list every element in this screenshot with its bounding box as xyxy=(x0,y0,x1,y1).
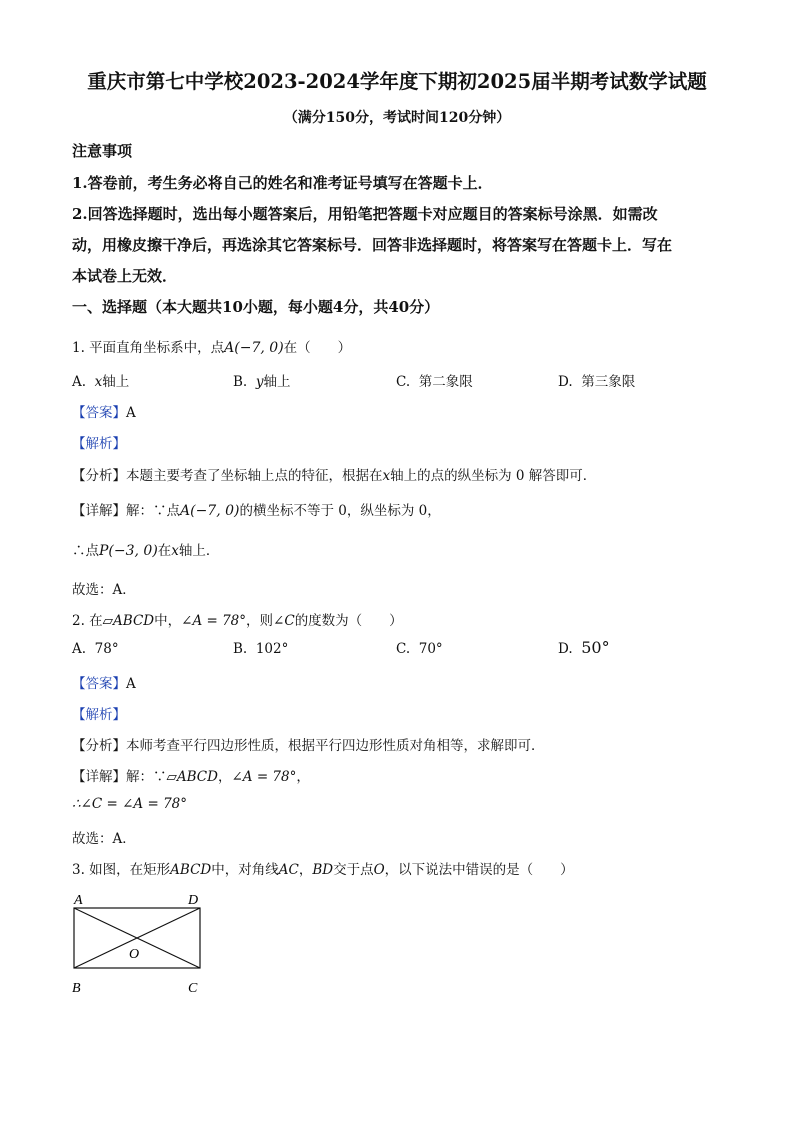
q3-bd: BD xyxy=(312,862,334,878)
q2-prefix: 2. 在 xyxy=(72,613,103,629)
conclude-text-c: 轴上． xyxy=(178,543,220,559)
notes-item-1: 1.答卷前，考生务必将自己的姓名和准考证号填写在答题卡上． xyxy=(72,174,493,192)
q3-shape: ABCD xyxy=(170,862,212,878)
q3-ac: AC xyxy=(278,862,299,878)
q2-suffix-b: 的度数为（ ） xyxy=(294,613,403,629)
q2-detail xyxy=(72,765,310,785)
option-text: 轴上 xyxy=(263,374,291,390)
label-b: B xyxy=(72,981,81,996)
q1-option-c xyxy=(396,370,473,390)
q1-suffix: 在（ ） xyxy=(283,340,352,356)
q2-option-d xyxy=(558,638,610,657)
label-c: C xyxy=(188,981,198,996)
q2-mid: 中， xyxy=(154,613,182,629)
detail-tag: 【详解】 xyxy=(72,503,126,519)
q1-option-d xyxy=(558,370,635,390)
q2-option-c xyxy=(396,641,443,657)
option-var: x xyxy=(94,374,103,390)
option-letter: B. xyxy=(233,641,248,657)
conclude-text-b: 在 xyxy=(157,543,172,559)
q2-answer xyxy=(72,672,136,692)
detail-point: A(−7, 0) xyxy=(180,503,240,519)
option-text: 第三象限 xyxy=(581,374,636,390)
rectangle-figure xyxy=(66,888,216,998)
fenxi-text-a: 本题主要考查了坐标轴上点的特征，根据在 xyxy=(126,468,383,484)
q2-suffix-a: ，则 xyxy=(246,613,274,629)
option-letter: C. xyxy=(396,374,411,390)
q1-answer xyxy=(72,401,136,421)
option-value: 102° xyxy=(255,641,289,657)
q3-suffix: ，以下说法中错误的是（ ） xyxy=(384,862,574,878)
section-heading: 一、选择题（本大题共10小题，每小题4分，共40分） xyxy=(72,298,440,316)
fenxi-tag: 【分析】 xyxy=(72,468,126,484)
fenxi-tag: 【分析】 xyxy=(72,738,126,754)
q3-mid-a: 中，对角线 xyxy=(211,862,279,878)
q2-shape: ▱ABCD xyxy=(102,613,155,629)
q3-mid-b: ， xyxy=(298,862,313,878)
label-o: O xyxy=(129,947,140,962)
option-value: 70° xyxy=(418,641,443,657)
option-value: 50° xyxy=(581,638,610,657)
q2-option-b xyxy=(233,641,288,657)
q2-analysis-tag: 【解析】 xyxy=(72,707,126,723)
question-2 xyxy=(72,609,403,629)
option-letter: C. xyxy=(396,641,411,657)
conclude-var: x xyxy=(171,543,179,559)
option-letter: A. xyxy=(72,641,87,657)
fenxi-text: 本师考查平行四边形性质，根据平行四边形性质对角相等，求解即可． xyxy=(126,738,545,754)
option-letter: D. xyxy=(558,641,573,657)
q3-o: O xyxy=(373,862,385,878)
q2-given: ∠A = 78° xyxy=(181,613,247,629)
answer-tag: 【答案】 xyxy=(72,676,126,692)
label-d: D xyxy=(188,893,199,908)
notes-heading: 注意事项 xyxy=(72,142,133,160)
detail-tag: 【详解】 xyxy=(72,769,126,785)
q1-conclusion xyxy=(72,539,219,559)
option-letter: D. xyxy=(558,374,573,390)
q1-option-a xyxy=(72,370,129,390)
detail-text-b: 的横坐标不等于 0，纵坐标为 0， xyxy=(239,503,441,519)
conclude-text-a: ∴点 xyxy=(72,543,99,559)
q1-prefix: 1. 平面直角坐标系中，点 xyxy=(72,340,225,356)
notes-item-2-line-1: 2.回答选择题时，选出每小题答案后，用铅笔把答题卡对应题目的答案标号涂黑．如需改 xyxy=(72,205,658,223)
q1-detail xyxy=(72,499,441,519)
label-a: A xyxy=(74,893,83,908)
detail-shape: ▱ABCD xyxy=(166,769,218,785)
notes-item-2-line-3: 本试卷上无效． xyxy=(72,267,178,285)
detail-text-c: ， xyxy=(296,769,310,785)
q1-option-b xyxy=(233,370,290,390)
option-text: 轴上 xyxy=(102,374,130,390)
q2-choice: 故选：A． xyxy=(72,831,136,847)
detail-text-a: 解：∵ xyxy=(126,769,167,785)
detail-text-b: ， xyxy=(217,769,232,785)
detail-given: ∠A = 78° xyxy=(231,769,297,785)
answer-value: A xyxy=(126,405,136,421)
fenxi-var: x xyxy=(382,468,391,484)
detail-text-a: 解：∵点 xyxy=(126,503,180,519)
q3-mid-c: 交于点 xyxy=(333,862,374,878)
option-text: 第二象限 xyxy=(418,374,473,390)
answer-value: A xyxy=(126,676,136,692)
fenxi-text-b: 轴上的点的纵坐标为 0 解答即可． xyxy=(390,468,597,484)
q2-conclusion: ∴∠C = ∠A = 78° xyxy=(72,796,188,812)
q2-option-a xyxy=(72,641,119,657)
q2-angle-c: ∠C xyxy=(273,613,295,629)
q1-point: A(−7, 0) xyxy=(224,340,284,356)
question-1 xyxy=(72,336,351,356)
q1-analysis-tag: 【解析】 xyxy=(72,436,126,452)
page-subtitle: （满分150分，考试时间120分钟） xyxy=(283,110,511,126)
q2-fenxi xyxy=(72,734,545,754)
conclude-point: P(−3, 0) xyxy=(99,543,158,559)
q1-choice: 故选：A． xyxy=(72,582,136,598)
option-value: 78° xyxy=(94,641,119,657)
option-letter: A. xyxy=(72,374,87,390)
option-letter: B. xyxy=(233,374,248,390)
question-3 xyxy=(72,858,574,878)
answer-tag: 【答案】 xyxy=(72,405,126,421)
page-title: 重庆市第七中学校2023-2024学年度下期初2025届半期考试数学试题 xyxy=(87,70,707,93)
option-var: y xyxy=(255,374,264,390)
notes-item-2-line-2: 动，用橡皮擦干净后，再选涂其它答案标号．回答非选择题时，将答案写在答题卡上．写在 xyxy=(72,236,673,254)
q1-fenxi xyxy=(72,464,596,484)
q3-prefix: 3. 如图，在矩形 xyxy=(72,862,171,878)
